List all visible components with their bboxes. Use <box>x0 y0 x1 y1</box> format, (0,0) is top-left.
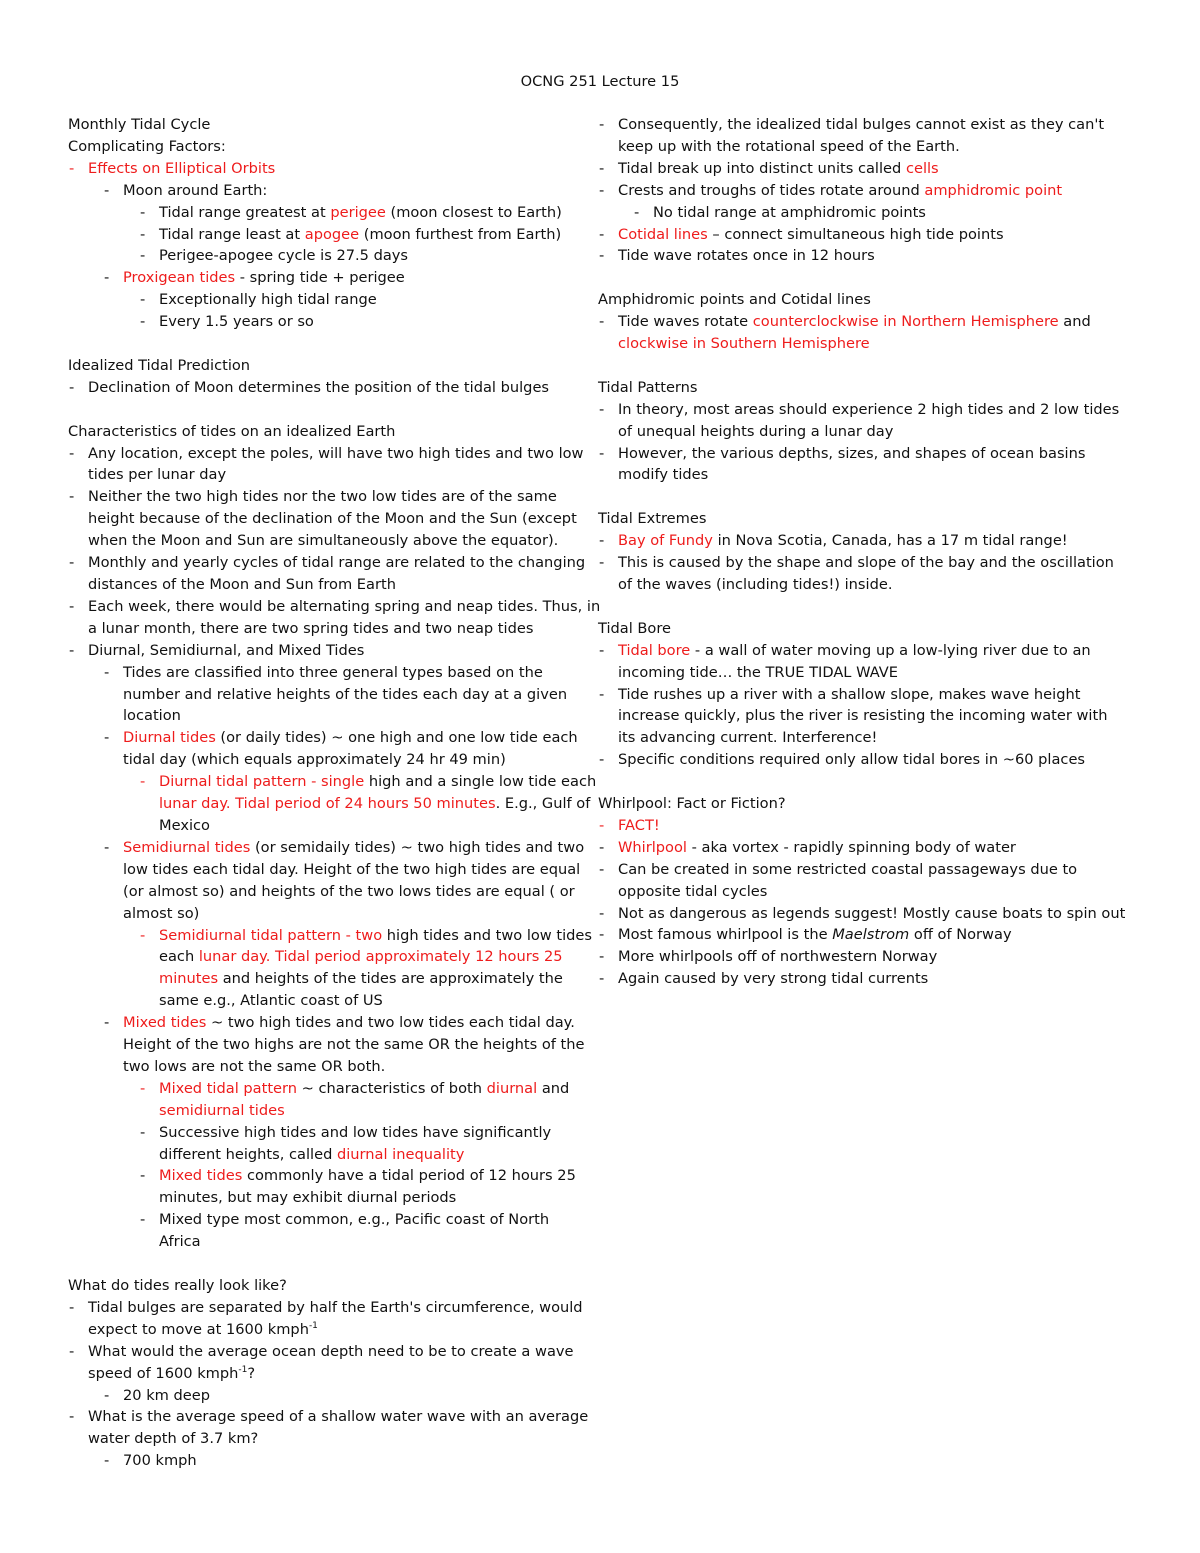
bullet-semidiurnal-pattern-cont-2: minutes and heights of the tides are approximately the <box>159 970 563 988</box>
bullet-neither-cont-1: height because of the declination of the Moon and the Sun (except <box>88 510 577 528</box>
heading-what-do-tides-look-like: What do tides really look like? <box>68 1276 287 1294</box>
bullet-shape-slope: - This is caused by the shape and slope of the bay and the oscillation <box>599 554 1114 572</box>
bullet-classified: - Tides are classified into three general types based on the <box>104 663 543 681</box>
bullet-crests-troughs: - Crests and troughs of tides rotate around amphidromic point <box>599 181 1063 199</box>
bullet-mixed-tides: - Mixed tides ~ two high tides and two low tides each tidal day. <box>104 1014 575 1032</box>
answer-20-km: - 20 km deep <box>104 1386 210 1404</box>
bullet-tide-waves-rotate: - Tide waves rotate counterclockwise in Northern Hemisphere and <box>599 313 1091 331</box>
bullet-any-location: - Any location, except the poles, will have two high tides and two low <box>69 444 584 462</box>
bullet-semidiurnal-pattern-cont-1: each lunar day. Tidal period approximately 12 hours 25 <box>159 948 563 966</box>
bullet-whirlpool-vortex: - Whirlpool - aka vortex - rapidly spinning body of water <box>599 838 1016 856</box>
bullet-diurnal-pattern-cont-1: lunar day. Tidal period of 24 hours 50 minutes. E.g., Gulf of <box>159 795 591 813</box>
bullet-tide-rushes-cont-1: increase quickly, plus the river is resisting the incoming water with <box>618 707 1108 725</box>
bullet-neither: - Neither the two high tides nor the two low tides are of the same <box>69 488 557 506</box>
bullet-mixed-common-period-cont: minutes, but may exhibit diurnal periods <box>159 1189 457 1207</box>
bullet-maelstrom: - Most famous whirlpool is the Maelstrom off of Norway <box>599 926 1012 944</box>
bullet-perigee-apogee-cycle: - Perigee-apogee cycle is 27.5 days <box>140 247 409 265</box>
bullet-strong-currents: - Again caused by very strong tidal currents <box>599 970 929 988</box>
left-column <box>68 114 601 1472</box>
heading-tidal-bore: Tidal Bore <box>598 619 672 637</box>
bullet-exceptionally-high: - Exceptionally high tidal range <box>140 291 377 309</box>
bullet-in-theory-cont: of unequal heights during a lunar day <box>618 422 894 440</box>
bullet-any-location-cont: tides per lunar day <box>88 466 227 484</box>
document-title: OCNG 251 Lecture 15 <box>520 73 680 90</box>
bullet-semidiurnal-tides: - Semidiurnal tides (or semidaily tides) ~ two high tides and two <box>104 838 585 856</box>
bullet-however: - However, the various depths, sizes, and shapes of ocean basins <box>599 444 1086 462</box>
bullet-average-speed: - What is the average speed of a shallow water wave with an average <box>69 1408 589 1426</box>
bullet-bay-of-fundy: - Bay of Fundy in Nova Scotia, Canada, has a 17 m tidal range! <box>599 532 1068 550</box>
bullet-successive: - Successive high tides and low tides have significantly <box>140 1123 552 1141</box>
heading-whirlpool: Whirlpool: Fact or Fiction? <box>598 795 786 813</box>
bullet-tidal-bore-cont: incoming tide… the TRUE TIDAL WAVE <box>618 663 898 681</box>
bullet-consequently-cont: keep up with the rotational speed of the Earth. <box>618 137 960 155</box>
bullet-semidiurnal-cont-2: (or almost so) and heights of the two lows tides are equal ( or <box>123 882 575 900</box>
bullet-diurnal-pattern-cont-2: Mexico <box>159 816 210 834</box>
bullet-semidiurnal-cont-1: low tides each tidal day. Height of the two high tides are equal <box>123 860 581 878</box>
bullet-tidal-bulges-cont: expect to move at 1600 kmph$^{-1}$ <box>88 1320 318 1338</box>
bullet-mixed-pattern: - Mixed tidal pattern ~ characteristics of both diurnal and <box>140 1079 570 1097</box>
bullet-semidiurnal-pattern: - Semidiurnal tidal pattern - two high tides and two low tides <box>140 926 592 944</box>
heading-tidal-patterns: Tidal Patterns <box>598 378 698 396</box>
bullet-diurnal-pattern: - Diurnal tidal pattern - single high and a single low tide each <box>140 773 597 791</box>
bullet-specific-conditions: - Specific conditions required only allow tidal bores in ~60 places <box>599 751 1086 769</box>
bullet-classified-cont-2: location <box>123 707 181 725</box>
complicating-factors: Complicating Factors: <box>68 137 226 155</box>
bullet-not-as-dangerous: - Not as dangerous as legends suggest! Mostly cause boats to spin out <box>599 904 1126 922</box>
bullet-effects-elliptical: - Effects on Elliptical Orbits <box>69 159 276 177</box>
bullet-mixed-type-cont: Africa <box>159 1233 201 1251</box>
bullet-each-week-cont: a lunar month, there are two spring tides and two neap tides <box>88 619 534 637</box>
bullet-each-week: - Each week, there would be alternating spring and neap tides. Thus, in <box>69 597 601 615</box>
bullet-tide-wave-rotates: - Tide wave rotates once in 12 hours <box>599 247 875 265</box>
bullet-diurnal-tides-cont: tidal day (which equals approximately 24 hr 49 min) <box>123 751 506 769</box>
bullet-successive-cont: different heights, called diurnal inequality <box>159 1145 465 1163</box>
bullet-mixed-common-period: - Mixed tides commonly have a tidal period of 12 hours 25 <box>140 1167 576 1185</box>
bullet-shape-slope-cont: of the waves (including tides!) inside. <box>618 575 893 593</box>
bullet-mixed-tides-cont-2: two lows are not the same OR both. <box>123 1057 386 1075</box>
bullet-tidal-bulges: - Tidal bulges are separated by half the Earth's circumference, would <box>69 1298 583 1316</box>
bullet-range-least: - Tidal range least at apogee (moon furthest from Earth) <box>140 225 562 243</box>
bullet-neither-cont-2: when the Moon and Sun are simultaneously above the equator). <box>88 532 559 550</box>
bullet-declination: - Declination of Moon determines the position of the tidal bulges <box>69 378 550 396</box>
bullet-restricted-passageways-cont: opposite tidal cycles <box>618 882 768 900</box>
bullet-however-cont: modify tides <box>618 466 709 484</box>
bullet-mixed-tides-cont-1: Height of the two highs are not the same OR the heights of the <box>123 1036 585 1054</box>
heading-idealized-prediction: Idealized Tidal Prediction <box>68 356 251 374</box>
heading-amphidromic: Amphidromic points and Cotidal lines <box>598 291 871 309</box>
right-column <box>598 114 1128 990</box>
bullet-average-depth: - What would the average ocean depth need to be to create a wave <box>69 1342 574 1360</box>
bullet-average-depth-cont: speed of 1600 kmph$^{-1}$? <box>88 1364 256 1382</box>
bullet-diurnal-semidiurnal-mixed: - Diurnal, Semidiurnal, and Mixed Tides <box>69 641 365 659</box>
bullet-tide-rushes: - Tide rushes up a river with a shallow slope, makes wave height <box>599 685 1081 703</box>
bullet-tidal-bore: - Tidal bore - a wall of water moving up a low-lying river due to an <box>599 641 1091 659</box>
bullet-range-greatest: - Tidal range greatest at perigee (moon closest to Earth) <box>140 203 562 221</box>
bullet-tide-rushes-cont-2: its advancing current. Interference! <box>618 729 878 747</box>
bullet-tidal-break-up: - Tidal break up into distinct units called cells <box>599 159 939 177</box>
bullet-no-tidal-range: - No tidal range at amphidromic points <box>634 203 926 221</box>
bullet-diurnal-tides: - Diurnal tides (or daily tides) ~ one high and one low tide each <box>104 729 578 747</box>
bullet-proxigean: - Proxigean tides - spring tide + perigee <box>104 269 405 287</box>
bullet-cotidal-lines: - Cotidal lines – connect simultaneous high tide points <box>599 225 1004 243</box>
bullet-mixed-type: - Mixed type most common, e.g., Pacific coast of North <box>140 1211 550 1229</box>
bullet-in-theory: - In theory, most areas should experience 2 high tides and 2 low tides <box>599 400 1120 418</box>
heading-characteristics: Characteristics of tides on an idealized Earth <box>68 422 396 440</box>
bullet-semidiurnal-pattern-cont-3: same e.g., Atlantic coast of US <box>159 992 383 1010</box>
bullet-average-speed-cont: water depth of 3.7 km? <box>88 1430 259 1448</box>
bullet-tide-waves-rotate-cont: clockwise in Southern Hemisphere <box>618 335 870 353</box>
heading-tidal-extremes: Tidal Extremes <box>598 510 707 528</box>
bullet-monthly-yearly-cont: distances of the Moon and Sun from Earth <box>88 576 396 593</box>
heading-monthly-tidal-cycle: Monthly Tidal Cycle <box>68 116 211 133</box>
bullet-mixed-pattern-cont: semidiurnal tides <box>159 1101 285 1119</box>
answer-700-kmph: - 700 kmph <box>104 1452 197 1470</box>
bullet-semidiurnal-cont-3: almost so) <box>123 904 200 922</box>
bullet-more-whirlpools: - More whirlpools off of northwestern Norway <box>599 948 938 966</box>
bullet-every-1-5-years: - Every 1.5 years or so <box>140 313 314 331</box>
bullet-restricted-passageways: - Can be created in some restricted coastal passageways due to <box>599 860 1078 878</box>
bullet-monthly-yearly: - Monthly and yearly cycles of tidal range are related to the changing <box>69 554 586 572</box>
bullet-consequently: - Consequently, the idealized tidal bulges cannot exist as they can't <box>599 116 1105 133</box>
bullet-fact: - FACT! <box>599 816 660 834</box>
bullet-moon-around-earth: - Moon around Earth: <box>104 181 268 199</box>
bullet-classified-cont-1: number and relative heights of the tides each day at a given <box>123 685 568 703</box>
